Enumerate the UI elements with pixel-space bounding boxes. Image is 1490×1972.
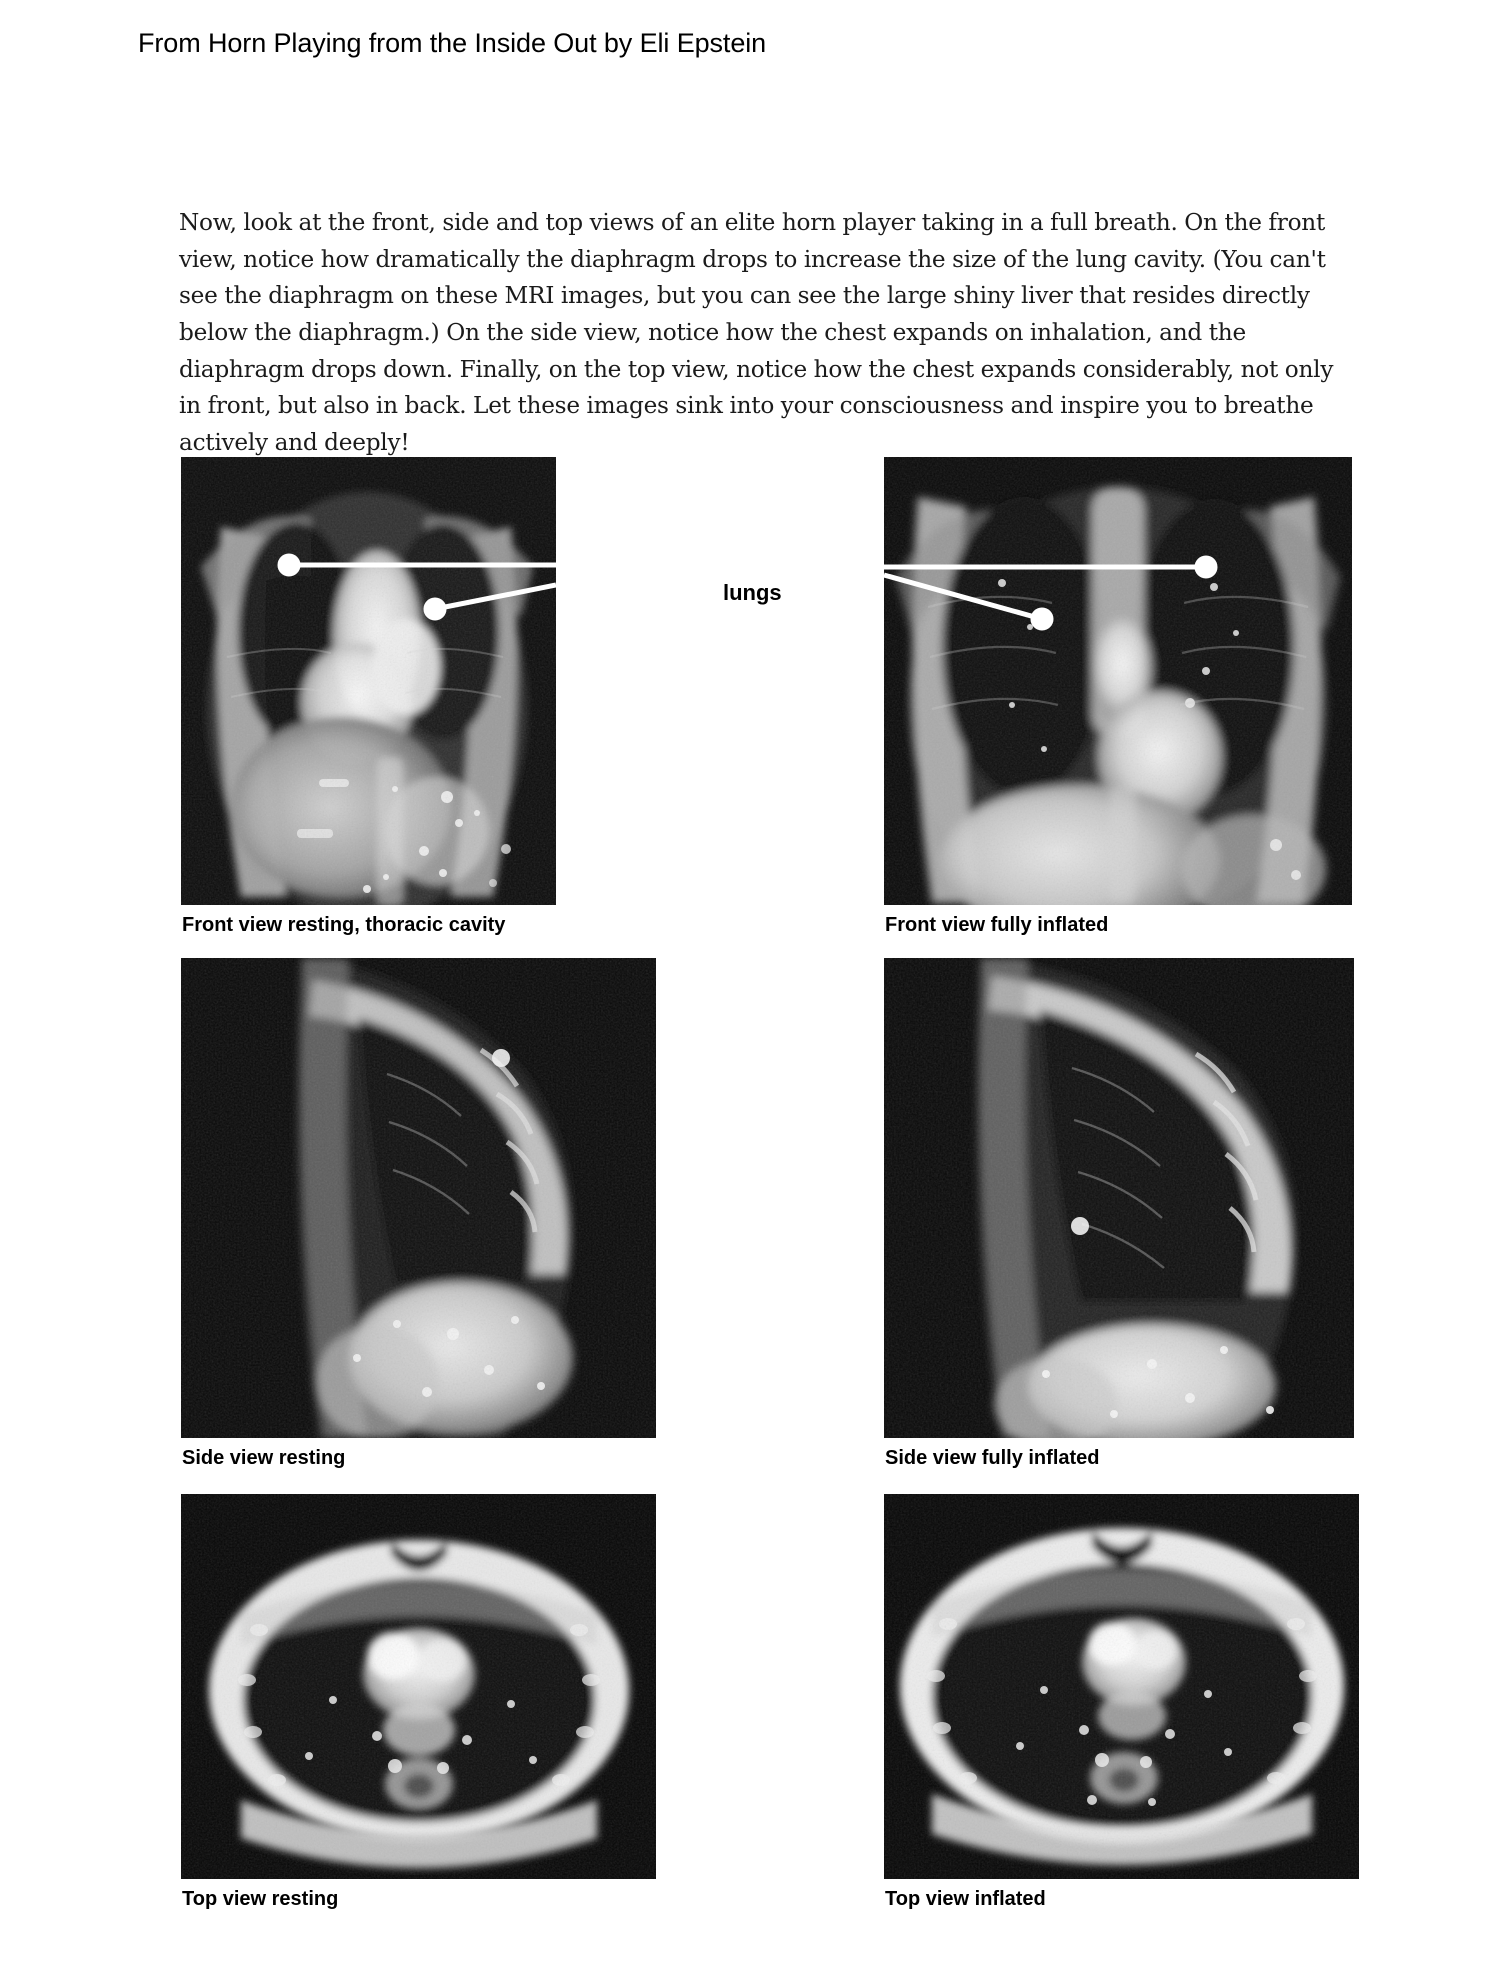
mri-image-top-view-resting xyxy=(181,1494,656,1879)
page-title: From Horn Playing from the Inside Out by Eli Epstein xyxy=(138,28,767,58)
annotation-label-lungs: lungs xyxy=(723,580,782,605)
mri-image-front-view-inflated xyxy=(884,457,1352,905)
figure-front-view-inflated xyxy=(884,457,1352,937)
mri-image-side-view-inflated xyxy=(884,958,1354,1438)
body-paragraph: Now, look at the front, side and top views of an elite horn player taking in a full breath. On the front view, notice how dramatically the diaphragm drops to increase the size of the lung cavity. (You can't see the diaphragm on these MRI images, but you can see the large shiny liver that resides directly below the diaphragm.) On the side view, notice how the chest expands on inhalation, and the diaphragm drops down. Finally, on the top view, notice how the chest expands considerably, not only in front, but also in back. Let these images sink into your consciousness and inspire you to breathe actively and deeply! xyxy=(179,209,1334,456)
mri-image-front-view-resting xyxy=(181,457,556,905)
figure-caption: Side view resting xyxy=(182,1447,346,1469)
mri-image-side-view-resting xyxy=(181,958,656,1438)
figure-front-view-resting xyxy=(181,457,556,937)
figure-caption: Front view resting, thoracic cavity xyxy=(182,914,506,936)
figure-caption: Front view fully inflated xyxy=(885,914,1109,936)
figure-side-view-resting xyxy=(181,958,656,1470)
figure-top-view-inflated xyxy=(884,1494,1359,1911)
figure-caption: Top view inflated xyxy=(885,1888,1046,1910)
figure-caption: Side view fully inflated xyxy=(885,1447,1100,1469)
figure-caption: Top view resting xyxy=(182,1888,339,1910)
mri-image-top-view-inflated xyxy=(884,1494,1359,1879)
figure-side-view-inflated xyxy=(884,958,1354,1470)
figure-top-view-resting xyxy=(181,1494,656,1911)
